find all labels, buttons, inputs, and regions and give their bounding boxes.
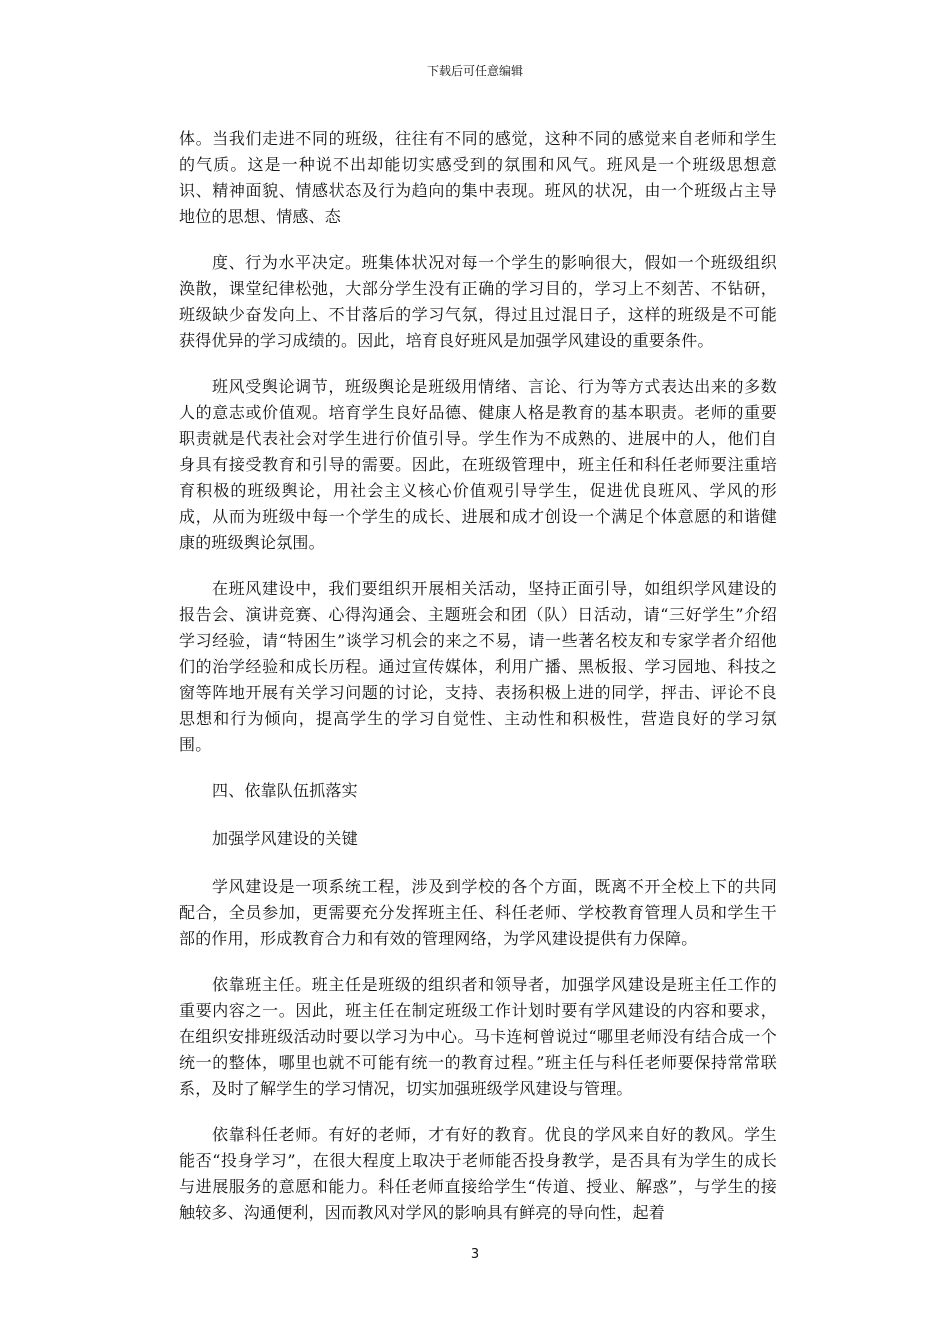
- section-subheading: 加强学风建设的关键: [212, 829, 358, 848]
- paragraph-1: 体。当我们走进不同的班级，往往有不同的感觉，这种不同的感觉来自老师和学生的气质。这是一种说不出却能切实感受到的氛围和风气。班风是一个班级思想意识、精神面貌、情感状态及行为趋向的集中表现。班风的状况，由一个班级占主导地位的思想、情感、态: [179, 129, 777, 226]
- section-heading: 四、依靠队伍抓落实: [212, 781, 358, 800]
- document-body: [179, 126, 777, 1246]
- paragraph-6: 依靠班主任。班主任是班级的组织者和领导者，加强学风建设是班主任工作的重要内容之一。因此，班主任在制定班级工作计划时要有学风建设的内容和要求，在组织安排班级活动时要以学习为中心。马卡连柯曾说过“哪里老师没有结合成一个统一的整体，哪里也就不可能有统一的教育过程。”班主任与科任老师要保持常常联系，及时了解学生的学习情况，切实加强班级学风建设与管理。: [179, 975, 777, 1098]
- paragraph-7: 依靠科任老师。有好的老师，才有好的教育。优良的学风来自好的教风。学生能否“投身学习”，在很大程度上取决于老师能否投身教学，是否具有为学生的成长与进展服务的意愿和能力。科任老师直接给学生“传道、授业、解惑”，与学生的接触较多、沟通便利，因而教风对学风的影响具有鲜亮的导向性，起着: [179, 1125, 777, 1222]
- page-number: 3: [470, 1247, 480, 1262]
- paragraph-2: 度、行为水平决定。班集体状况对每一个学生的影响很大，假如一个班级组织涣散，课堂纪律松弛，大部分学生没有正确的学习目的，学习上不刻苦、不钻研，班级缺少奋发向上、不甘落后的学习气氛，得过且过混日子，这样的班级是不可能获得优异的学习成绩的。因此，培育良好班风是加强学风建设的重要条件。: [179, 253, 777, 350]
- paragraph-5: 学风建设是一项系统工程，涉及到学校的各个方面，既离不开全校上下的共同配合，全员参加，更需要充分发挥班主任、科任老师、学校教育管理人员和学生干部的作用，形成教育合力和有效的管理网络，为学风建设提供有力保障。: [179, 877, 777, 948]
- paragraph-3: 班风受舆论调节，班级舆论是班级用情绪、言论、行为等方式表达出来的多数人的意志或价值观。培育学生良好品德、健康人格是教育的基本职责。老师的重要职责就是代表社会对学生进行价值引导。学生作为不成熟的、进展中的人，他们自身具有接受教育和引导的需要。因此，在班级管理中，班主任和科任老师要注重培育积极的班级舆论，用社会主义核心价值观引导学生，促进优良班风、学风的形成，从而为班级中每一个学生的成长、进展和成才创设一个满足个体意愿的和谐健康的班级舆论氛围。: [179, 377, 777, 552]
- page-header: 下载后可任意编辑: [426, 64, 523, 78]
- paragraph-4: 在班风建设中，我们要组织开展相关活动，坚持正面引导，如组织学风建设的报告会、演讲竞赛、心得沟通会、主题班会和团（队）日活动，请“三好学生”介绍学习经验，请“特困生”谈学习机会的来之不易，请一些著名校友和专家学者介绍他们的治学经验和成长历程。通过宣传媒体，利用广播、黑板报、学习园地、科技之窗等阵地开展有关学习问题的讨论，支持、表扬积极上进的同学，抨击、评论不良思想和行为倾向，提高学生的学习自觉性、主动性和积极性，营造良好的学习氛围。: [179, 579, 777, 754]
